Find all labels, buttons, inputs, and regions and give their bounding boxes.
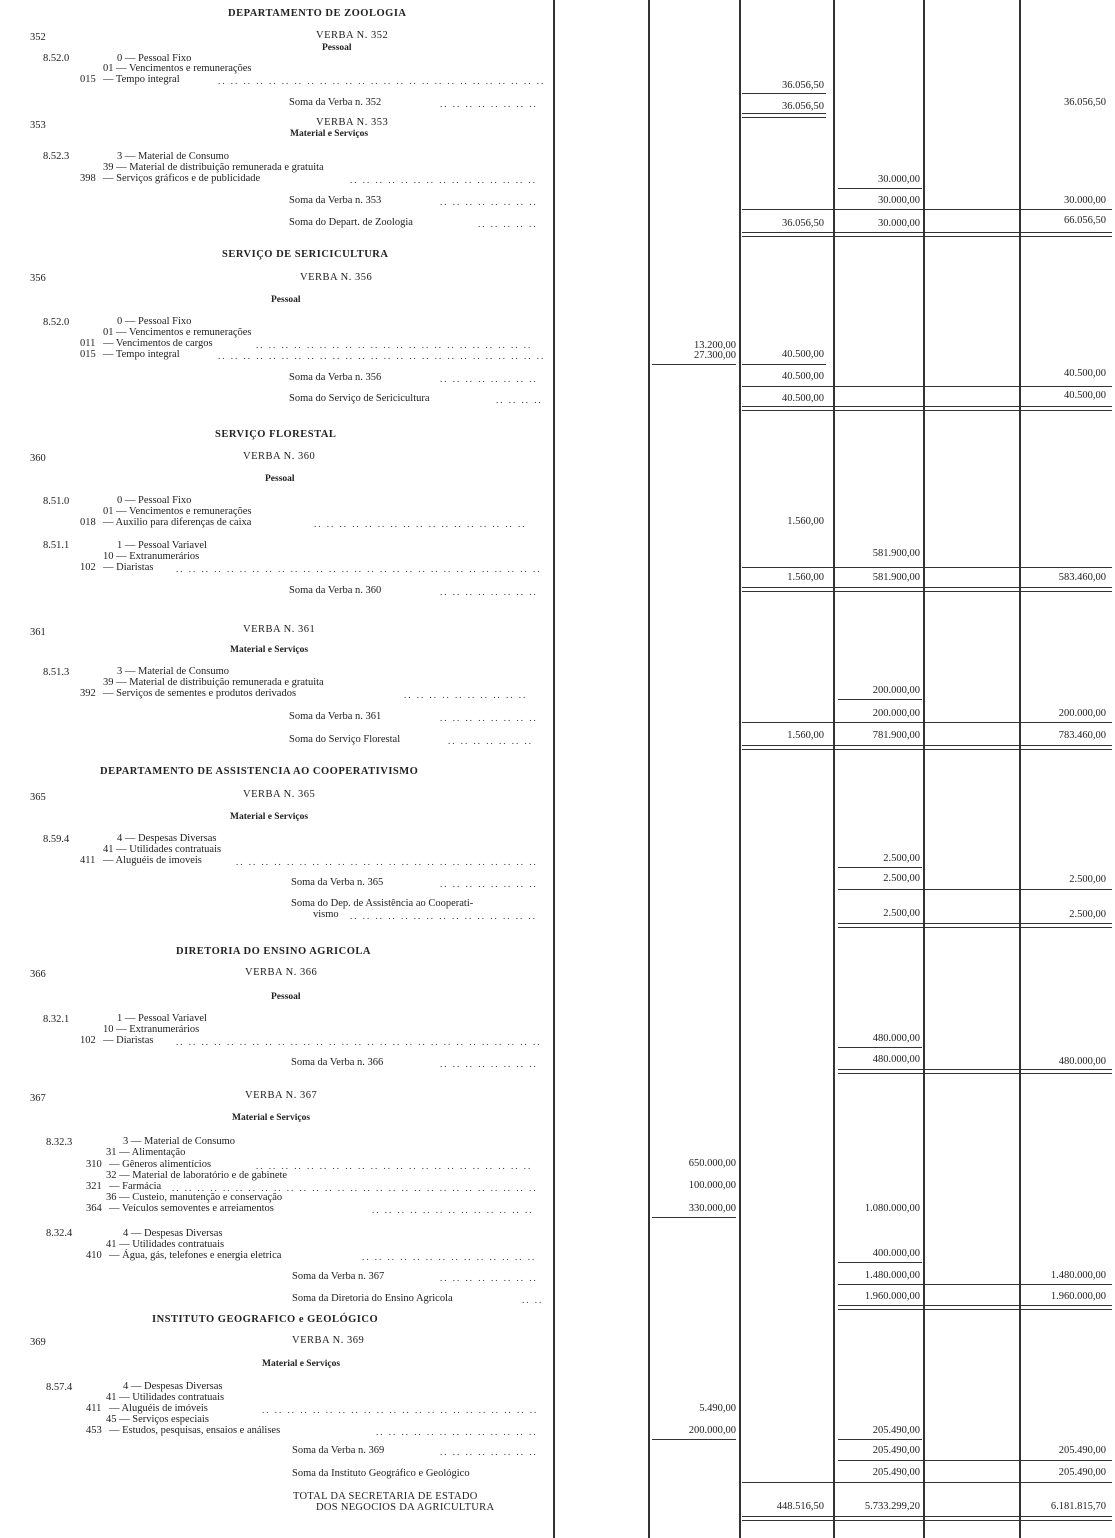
item-text: 1 — Pessoal Variavel bbox=[117, 1013, 207, 1024]
total-label: TOTAL DA SECRETARIA DE ESTADO bbox=[293, 1491, 478, 1502]
sum-rule bbox=[742, 722, 1112, 723]
item-code: 310 bbox=[86, 1159, 102, 1170]
value-cell: 205.490,00 bbox=[1058, 1445, 1106, 1456]
column-divider bbox=[648, 0, 650, 1538]
verba-number: 356 bbox=[30, 273, 46, 284]
sum-label: Soma da Verba n. 361 bbox=[289, 711, 382, 722]
leader-dots: .. .. .. .. .. .. .. .. .. .. .. .. .. .. .. .. .. .. .. .. .. .. .. .. bbox=[236, 857, 538, 867]
item-text: 01 — Vencimentos e remunerações bbox=[103, 63, 252, 74]
value-cell: 30.000,00 bbox=[1064, 195, 1106, 206]
double-rule bbox=[742, 406, 1112, 411]
sum-label: Soma da Verba n. 367 bbox=[292, 1271, 385, 1282]
double-rule bbox=[838, 1305, 1112, 1310]
double-rule bbox=[742, 745, 1112, 750]
sum-rule bbox=[742, 364, 826, 365]
value-cell: 200.000,00 bbox=[1058, 708, 1106, 719]
item-text: 1 — Pessoal Variavel bbox=[117, 540, 207, 551]
value-cell: 781.900,00 bbox=[872, 730, 920, 741]
item-code: 8.57.4 bbox=[46, 1382, 73, 1393]
item-text: — Serviços de sementes e produtos derivados bbox=[103, 688, 297, 699]
value-cell: 66.056,50 bbox=[1064, 215, 1106, 226]
verba-heading: VERBA N. 356 bbox=[300, 272, 373, 283]
item-code: 8.59.4 bbox=[43, 834, 70, 845]
item-code: 398 bbox=[80, 173, 96, 184]
sum-label: Soma da Instituto Geográfico e Geológico bbox=[292, 1468, 470, 1479]
sum-label: Soma do Depart. de Zoologia bbox=[289, 217, 413, 228]
item-code: 8.51.3 bbox=[43, 667, 70, 678]
value-cell: 1.560,00 bbox=[787, 572, 824, 583]
item-text: 3 — Material de Consumo bbox=[117, 151, 229, 162]
value-cell: 2.500,00 bbox=[883, 908, 920, 919]
value-cell: 40.500,00 bbox=[1064, 390, 1106, 401]
double-rule bbox=[742, 232, 1112, 237]
leader-dots: .. .. .. .. .. .. .. .. .. .. .. .. .. .. .. .. .. .. .. .. .. .. .. .. .. .. .. .. .. bbox=[176, 564, 542, 574]
verba-subtitle: Pessoal bbox=[271, 295, 301, 305]
item-text: 4 — Despesas Diversas bbox=[123, 1228, 223, 1239]
sum-label: Soma da Diretoria do Ensino Agricola bbox=[292, 1293, 453, 1304]
leader-dots: .. .. .. .. .. .. .. bbox=[448, 736, 533, 746]
value-cell: 480.000,00 bbox=[1058, 1056, 1106, 1067]
value-cell: 650.000,00 bbox=[688, 1158, 736, 1169]
value-cell: 581.900,00 bbox=[872, 548, 920, 559]
verba-subtitle: Pessoal bbox=[322, 43, 352, 53]
item-code: 8.51.0 bbox=[43, 496, 70, 507]
leader-dots: .. .. .. .. .. bbox=[478, 219, 538, 229]
total-value: 6.181.815,70 bbox=[1050, 1501, 1106, 1512]
section-title: DEPARTAMENTO DE ASSISTENCIA AO COOPERATIVISMO bbox=[100, 766, 419, 777]
value-cell: 200.000,00 bbox=[872, 708, 920, 719]
item-text: 01 — Vencimentos e remunerações bbox=[103, 506, 252, 517]
value-cell: 40.500,00 bbox=[782, 371, 824, 382]
sum-label: Soma da Verba n. 369 bbox=[292, 1445, 385, 1456]
value-cell: 583.460,00 bbox=[1058, 572, 1106, 583]
section-title: DIRETORIA DO ENSINO AGRICOLA bbox=[176, 946, 371, 957]
item-code: 011 bbox=[80, 338, 96, 349]
leader-dots: .. .. .. .. .. .. .. .. .. .. bbox=[404, 690, 528, 700]
item-text: 39 — Material de distribuição remunerada e gratuita bbox=[103, 162, 324, 173]
item-code: 8.32.1 bbox=[43, 1014, 70, 1025]
sum-label: Soma do Serviço Florestal bbox=[289, 734, 401, 745]
sum-rule bbox=[652, 364, 736, 365]
sum-rule bbox=[838, 1439, 922, 1440]
item-code: 015 bbox=[80, 74, 96, 85]
value-cell: 13.200,00 bbox=[694, 340, 736, 351]
value-cell: 2.500,00 bbox=[1069, 909, 1106, 920]
verba-number: 365 bbox=[30, 792, 46, 803]
value-cell: 27.300,00 bbox=[694, 350, 736, 361]
leader-dots: .. .. .. .. .. .. .. .. bbox=[440, 1059, 538, 1069]
item-text: 4 — Despesas Diversas bbox=[123, 1381, 223, 1392]
double-rule bbox=[742, 587, 1112, 592]
section-title: SERVIÇO DE SERICICULTURA bbox=[222, 249, 389, 260]
total-value: 448.516,50 bbox=[776, 1501, 824, 1512]
item-code: 8.52.0 bbox=[43, 53, 70, 64]
item-text: 0 — Pessoal Fixo bbox=[117, 53, 192, 64]
value-cell: 1.560,00 bbox=[787, 730, 824, 741]
verba-subtitle: Material e Serviços bbox=[290, 129, 369, 139]
leader-dots: .. .. .. .. .. .. .. .. .. .. .. .. .. .. .. .. .. bbox=[314, 519, 527, 529]
double-rule bbox=[838, 923, 1112, 928]
value-cell: 783.460,00 bbox=[1058, 730, 1106, 741]
sum-label: Soma da Verba n. 356 bbox=[289, 372, 382, 383]
value-cell: 2.500,00 bbox=[883, 853, 920, 864]
verba-heading: VERBA N. 365 bbox=[243, 789, 316, 800]
verba-heading: VERBA N. 361 bbox=[243, 624, 316, 635]
leader-dots: .. .. .. .. .. .. .. .. .. .. .. .. .. .. .. .. .. .. .. .. .. .. .. .. .. .. .. .. .. bbox=[176, 1037, 542, 1047]
value-cell: 205.490,00 bbox=[872, 1425, 920, 1436]
value-cell: 480.000,00 bbox=[872, 1033, 920, 1044]
verba-heading: VERBA N. 366 bbox=[245, 967, 318, 978]
item-code: 102 bbox=[80, 1035, 96, 1046]
leader-dots: .. .. .. .. .. .. .. .. bbox=[440, 374, 538, 384]
item-text: — Serviços gráficos e de publicidade bbox=[103, 173, 261, 184]
value-cell: 30.000,00 bbox=[878, 218, 920, 229]
item-code: 364 bbox=[86, 1203, 102, 1214]
item-text: 4 — Despesas Diversas bbox=[117, 833, 217, 844]
value-cell: 40.500,00 bbox=[782, 393, 824, 404]
column-divider bbox=[739, 0, 741, 1538]
sum-label: vismo bbox=[313, 909, 339, 920]
value-cell: 36.056,50 bbox=[782, 80, 824, 91]
item-text: — Estudos, pesquisas, ensaios e análises bbox=[109, 1425, 281, 1436]
section-title: SERVIÇO FLORESTAL bbox=[215, 429, 337, 440]
item-text: 41 — Utilidades contratuais bbox=[103, 844, 222, 855]
column-divider bbox=[553, 0, 555, 1538]
item-code: 102 bbox=[80, 562, 96, 573]
item-code: 8.32.4 bbox=[46, 1228, 73, 1239]
item-code: 321 bbox=[86, 1181, 102, 1192]
verba-heading: VERBA N. 352 bbox=[316, 30, 389, 41]
value-cell: 5.490,00 bbox=[699, 1403, 736, 1414]
value-cell: 400.000,00 bbox=[872, 1248, 920, 1259]
leader-dots: .. .. .. .. bbox=[496, 395, 543, 405]
item-code: 8.52.3 bbox=[43, 151, 70, 162]
leader-dots: .. .. .. .. .. .. .. .. bbox=[440, 197, 538, 207]
sum-rule bbox=[652, 1217, 736, 1218]
verba-number: 366 bbox=[30, 969, 46, 980]
section-title: DEPARTAMENTO DE ZOOLOGIA bbox=[228, 8, 407, 19]
item-text: — Aluguéis de imóveis bbox=[109, 1403, 208, 1414]
value-cell: 205.490,00 bbox=[872, 1445, 920, 1456]
sum-rule bbox=[742, 1482, 1112, 1483]
item-text: — Tempo integral bbox=[103, 349, 180, 360]
verba-heading: VERBA N. 367 bbox=[245, 1090, 318, 1101]
item-text: 41 — Utilidades contratuais bbox=[106, 1239, 225, 1250]
value-cell: 36.056,50 bbox=[782, 218, 824, 229]
leader-dots: .. .. .. .. .. .. .. .. .. .. .. .. .. bbox=[376, 1427, 538, 1437]
leader-dots: .. .. .. .. .. .. .. .. .. .. .. .. .. .. .. .. .. .. .. .. .. .. .. .. .. .. bbox=[218, 76, 546, 86]
item-text: 41 — Utilidades contratuais bbox=[106, 1392, 225, 1403]
section-title: INSTITUTO GEOGRAFICO e GEOLÓGICO bbox=[152, 1314, 379, 1325]
verba-subtitle: Material e Serviços bbox=[230, 645, 309, 655]
leader-dots: .. .. .. .. .. .. .. .. .. .. .. .. .. .. bbox=[362, 1252, 537, 1262]
leader-dots: .. .. .. .. .. .. .. .. bbox=[440, 879, 538, 889]
leader-dots: .. .. .. .. .. .. .. .. bbox=[440, 1447, 538, 1457]
verba-number: 352 bbox=[30, 32, 46, 43]
verba-subtitle: Material e Serviços bbox=[262, 1359, 341, 1369]
leader-dots: .. .. .. .. .. .. .. .. .. .. .. .. .. .. .. bbox=[350, 175, 537, 185]
value-cell: 30.000,00 bbox=[878, 195, 920, 206]
item-text: 3 — Material de Consumo bbox=[117, 666, 229, 677]
leader-dots: .. .. .. .. .. .. .. .. bbox=[440, 587, 538, 597]
verba-heading: VERBA N. 360 bbox=[243, 451, 316, 462]
item-text: — Gêneros alimentícios bbox=[109, 1159, 212, 1170]
leader-dots: .. .. .. .. .. .. .. .. bbox=[440, 713, 538, 723]
value-cell: 581.900,00 bbox=[872, 572, 920, 583]
value-cell: 1.480.000,00 bbox=[1050, 1270, 1106, 1281]
verba-number: 360 bbox=[30, 453, 46, 464]
sum-rule bbox=[838, 1262, 922, 1263]
item-code: 411 bbox=[80, 855, 96, 866]
value-cell: 100.000,00 bbox=[688, 1180, 736, 1191]
leader-dots: .. .. .. .. .. .. .. .. .. .. .. .. .. .. .. .. .. .. .. .. .. .. .. .. .. .. bbox=[218, 351, 546, 361]
sum-label: Soma da Verba n. 360 bbox=[289, 585, 382, 596]
double-rule bbox=[742, 1516, 1112, 1521]
value-cell: 40.500,00 bbox=[782, 349, 824, 360]
sum-rule bbox=[838, 867, 922, 868]
item-text: — Farmácia bbox=[109, 1181, 162, 1192]
item-text: 10 — Extranumerários bbox=[103, 551, 200, 562]
item-code: 453 bbox=[86, 1425, 102, 1436]
item-code: 8.32.3 bbox=[46, 1137, 73, 1148]
verba-heading: VERBA N. 369 bbox=[292, 1335, 365, 1346]
item-text: 0 — Pessoal Fixo bbox=[117, 316, 192, 327]
item-text: 31 — Alimentação bbox=[106, 1147, 186, 1158]
verba-heading: VERBA N. 353 bbox=[316, 117, 389, 128]
item-code: 411 bbox=[86, 1403, 102, 1414]
leader-dots: .. .. .. .. .. .. .. .. .. .. .. .. .. .. .. .. .. .. .. .. .. .. bbox=[262, 1405, 539, 1415]
value-cell: 205.490,00 bbox=[1058, 1467, 1106, 1478]
verba-subtitle: Material e Serviços bbox=[230, 812, 309, 822]
value-cell: 1.960.000,00 bbox=[864, 1291, 920, 1302]
sum-rule bbox=[838, 188, 922, 189]
sum-label: Soma do Dep. de Assistência ao Cooperati- bbox=[291, 898, 474, 909]
sum-rule bbox=[838, 1284, 1112, 1285]
value-cell: 330.000,00 bbox=[688, 1203, 736, 1214]
verba-number: 369 bbox=[30, 1337, 46, 1348]
item-text: — Diaristas bbox=[103, 562, 154, 573]
value-cell: 1.560,00 bbox=[787, 516, 824, 527]
sum-rule bbox=[838, 699, 922, 700]
item-text: — Tempo integral bbox=[103, 74, 180, 85]
item-code: 8.52.0 bbox=[43, 317, 70, 328]
sum-rule bbox=[742, 93, 826, 94]
item-text: 36 — Custeio, manutenção e conservação bbox=[106, 1192, 283, 1203]
value-cell: 30.000,00 bbox=[878, 174, 920, 185]
value-cell: 1.480.000,00 bbox=[864, 1270, 920, 1281]
sum-rule bbox=[742, 209, 1112, 210]
total-label: DOS NEGOCIOS DA AGRICULTURA bbox=[316, 1502, 495, 1513]
column-divider bbox=[833, 0, 835, 1538]
value-cell: 200.000,00 bbox=[688, 1425, 736, 1436]
item-text: — Água, gás, telefones e energia eletrica bbox=[109, 1250, 282, 1261]
item-text: — Vencimentos de cargos bbox=[103, 338, 213, 349]
leader-dots: .. .. .. .. .. .. .. .. .. .. .. .. .. .. .. .. .. .. .. .. .. .. bbox=[256, 1161, 533, 1171]
verba-subtitle: Pessoal bbox=[271, 992, 301, 1002]
sum-rule bbox=[838, 1047, 922, 1048]
sum-rule bbox=[742, 386, 1112, 387]
value-cell: 205.490,00 bbox=[872, 1467, 920, 1478]
item-text: — Auxilio para diferenças de caixa bbox=[103, 517, 252, 528]
double-rule bbox=[742, 113, 826, 118]
item-code: 018 bbox=[80, 517, 96, 528]
leader-dots: .. .. .. .. .. .. .. .. bbox=[440, 99, 538, 109]
leader-dots: .. .. .. .. .. .. .. .. bbox=[440, 1273, 538, 1283]
value-cell: 480.000,00 bbox=[872, 1054, 920, 1065]
item-code: 8.51.1 bbox=[43, 540, 70, 551]
sum-label: Soma da Verba n. 352 bbox=[289, 97, 382, 108]
value-cell: 1.960.000,00 bbox=[1050, 1291, 1106, 1302]
item-text: 32 — Material de laboratório e de gabinete bbox=[106, 1170, 288, 1181]
value-cell: 36.056,50 bbox=[782, 101, 824, 112]
total-value: 5.733.299,20 bbox=[864, 1501, 920, 1512]
item-code: 410 bbox=[86, 1250, 102, 1261]
leader-dots: .. .. .. .. .. .. .. .. .. .. .. .. .. .. .. bbox=[350, 911, 537, 921]
sum-label: Soma da Verba n. 365 bbox=[291, 877, 384, 888]
item-text: 10 — Extranumerários bbox=[103, 1024, 200, 1035]
item-text: — Veículos semoventes e arreiamentos bbox=[109, 1203, 274, 1214]
item-text: 01 — Vencimentos e remunerações bbox=[103, 327, 252, 338]
sum-rule bbox=[652, 1439, 736, 1440]
verba-subtitle: Material e Serviços bbox=[232, 1113, 311, 1123]
item-text: 39 — Material de distribuição remunerada e gratuita bbox=[103, 677, 324, 688]
value-cell: 2.500,00 bbox=[883, 873, 920, 884]
item-text: — Diaristas bbox=[103, 1035, 154, 1046]
verba-number: 353 bbox=[30, 120, 46, 131]
double-rule bbox=[838, 1069, 1112, 1074]
value-cell: 1.080.000,00 bbox=[864, 1203, 920, 1214]
verba-number: 367 bbox=[30, 1093, 46, 1104]
sum-rule bbox=[838, 1460, 1112, 1461]
value-cell: 2.500,00 bbox=[1069, 874, 1106, 885]
item-code: 015 bbox=[80, 349, 96, 360]
sum-label: Soma da Verba n. 366 bbox=[291, 1057, 384, 1068]
sum-label: Soma do Serviço de Sericicultura bbox=[289, 393, 430, 404]
verba-subtitle: Pessoal bbox=[265, 474, 295, 484]
item-text: 3 — Material de Consumo bbox=[123, 1136, 235, 1147]
sum-rule bbox=[742, 567, 1112, 568]
sum-rule bbox=[838, 889, 1112, 890]
item-text: 45 — Serviços especiais bbox=[106, 1414, 209, 1425]
item-text: — Aluguéis de imoveis bbox=[103, 855, 202, 866]
item-code: 392 bbox=[80, 688, 96, 699]
leader-dots: .. .. .. .. .. .. .. .. .. .. .. .. .. bbox=[372, 1205, 534, 1215]
verba-number: 361 bbox=[30, 627, 46, 638]
item-text: 0 — Pessoal Fixo bbox=[117, 495, 192, 506]
leader-dots: .. .. .. .. .. .. .. .. .. .. .. .. .. .. .. .. .. .. .. .. .. .. bbox=[256, 340, 533, 350]
value-cell: 40.500,00 bbox=[1064, 368, 1106, 379]
value-cell: 36.056,50 bbox=[1064, 97, 1106, 108]
leader-dots: .. .. .. .. .. .. .. .. .. .. .. .. .. .. .. .. .. .. .. .. .. .. .. .. .. .. .. .. .. bbox=[172, 1183, 538, 1193]
sum-label: Soma da Verba n. 353 bbox=[289, 195, 382, 206]
value-cell: 200.000,00 bbox=[872, 685, 920, 696]
leader-dots: .. .. bbox=[522, 1295, 544, 1305]
